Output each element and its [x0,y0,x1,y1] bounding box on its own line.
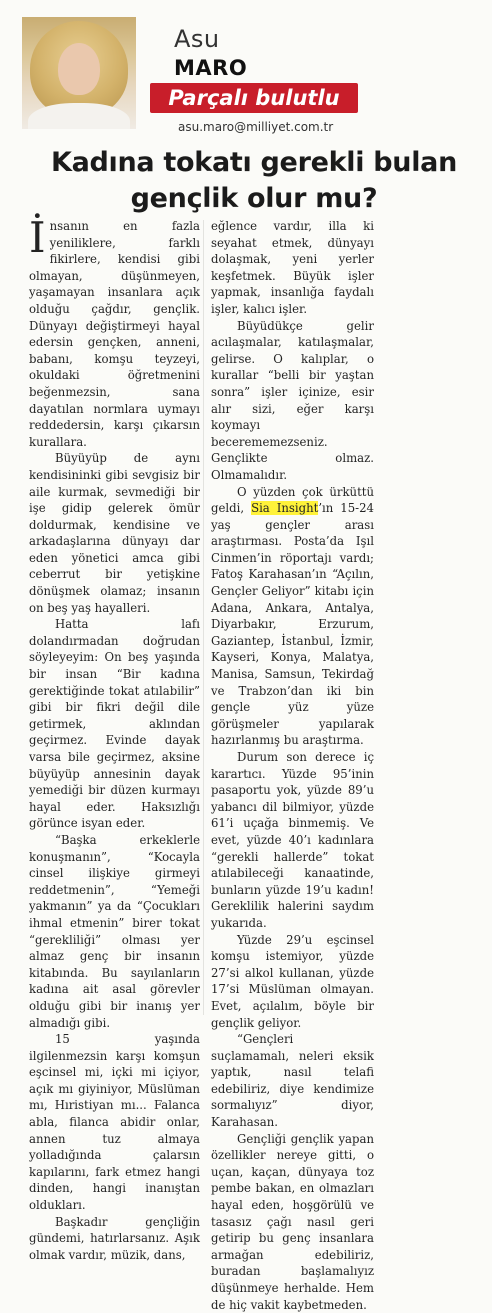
paragraph-text: O yüzden çok ürküttü geldi, [211,484,374,516]
author-first-name: Asu [174,25,220,53]
author-last-name: MARO [174,56,248,80]
paragraph: Yüzde 29’u eşcinsel komşu istemiyor, yüzde 27’si alkol kullanan, yüzde 17’si Müslüman olmayan. Evet, açılalım, böyle bir gençlik geliyor. [211,932,374,1030]
paragraph: Büyüyüp de aynı kendisininki gibi sevgisiz bir aile kurmak, sevmediği bir işe gidip gelerek ömür doldurmak, kendisine ve arkadaşlarına dünyayı dar eden yönetici amca gibi ceberrut bir yetişkine dönüşmek olamaz; insanın on beş yaş hayalleri. [29,451,200,615]
paragraph: Gençliği gençlik yapan özellikler nereye gitti, o uçan, kaçan, dünyaya toz pembe bakan, en olmazları hayal eden, hoşgörülü ve tasasız çağı nasıl geri getirip bu genç insanlara armağan edebiliriz, buradan başlamalıyız düşünmeye herhalde. Hem de hiç vakit kaybetmeden. [211,1131,374,1312]
author-email: asu.maro@milliyet.com.tr [178,120,334,134]
article-headline: Kadına tokatı gerekli bulan gençlik olur mu? [50,147,458,214]
author-photo [22,17,136,129]
paragraph [211,484,374,750]
paragraph [29,213,200,450]
article-column-right [211,218,374,1313]
paragraph: eğlence vardır, illa ki seyahat etmek, dünyayı dolaşmak, yeni yerler keşfetmek. Büyük işler yapmak, insanlığa faydalı işler, kalıcı işler. [211,219,374,316]
paragraph-text: nsanın en fazla yeniliklere, farklı fikirlere, kendisi gibi olmayan, düşünmeyen, yaşamayan insanlara açık olduğu çağdır, gençlik. Dünyayı değiştirmeyi hayal edersin gençken, anneni, babanı, komşu teyzeyi, okuldaki öğretmenini beğenmezsin, sana dayatılan normlara uymayı reddedersin, karşı çıkarsın kurallara. [29,219,200,449]
drop-cap: İ [29,213,46,262]
column-header [0,0,492,140]
column-divider [203,220,204,1015]
paragraph: “Başka erkeklerle konuşmanın”, “Kocayla cinsel ilişkiye girmeyi reddetmenin”, “Yemeği yakmanın” ya da “Çocukları ihmal etmenin” birer tokat “gerekliliği” olması yer almaz genç bir insanın kitabında. Bu sayılanların kadına ait asal görevler olduğu gibi bir inanış yer almadığı gibi. [29,832,200,1030]
paragraph: Büyüdükçe gelir acılaşmalar, katılaşmalar, gelirse. O kalıplar, o kurallar “belli bir yaştan sonra” işler içinize, esir alır sizi, eğer karşı koymayı becerememezseniz. Gençlikte olmaz. Olmamalıdır. [211,318,374,482]
paragraph: Hatta lafı dolandırmadan doğrudan söyleyeyim: On beş yaşında bir insan “Bir kadına gerektiğinde tokat atılabilir” gibi bir fikri değil dile getirmek, aklından geçirmez. Evinde dayak varsa bile geçirmez, aksine büyüyüp annesinin dayak yemediği bir düzen kurmayı hayal eder. Haksızlığı görünce isyan eder. [29,617,200,831]
paragraph: Başkadır gençliğin gündemi, hatırlarsanız. Aşık olmak vardır, müzik, dans, [29,1214,200,1262]
paragraph: Durum son derece iç karartıcı. Yüzde 95’inin pasaportu yok, yüzde 89’u yabancı dil bilmiyor, yüzde 61’i uçağa binmemiş. Ve evet, yüzde 40’ı kadınlara “gerekli hallerde” tokat atılabileceği kanaatinde, bunların yüzde 19’u kadın! Gereklilik halerini saydım yukarıda. [211,750,374,930]
article-column-left [29,213,200,1263]
column-name-badge: Parçalı bulutlu [150,83,358,113]
highlighted-source: Sia Insight [251,501,319,516]
paragraph: “Gençleri suçlamamalı, neleri eksik yaptık, nasıl telafi edebiliriz, diye kendimize sormalıyız” diyor, Karahasan. [211,1032,374,1130]
paragraph-text: ’ın 15-24 yaş gençler arası araştırması. Posta’da Işıl Cinmen’in röportajı vardı; Fatoş Karahasan’ın “Açılın, Gençler Geliyor” kitabı için Adana, Ankara, Antalya, Diyarbakır, Erzurum, Gaziantep, İstanbul, İzmir, Kayseri, Konya, Malatya, Manisa, Samsun, Tekirdağ ve Trabzon’dan iki bin gençle yüz yüze görüşmeler yapılarak hazırlanmış bu araştırma. [211,501,374,748]
paragraph: 15 yaşında ilgilenmezsin karşı komşun eşcinsel mi, içki mi içiyor, açık mı giyiniyor, Müslüman mı, Hıristiyan mı... Falanca abla, filanca abidir onlar, annen tuz almaya yolladığında çalarsın kapılarını, fark etmez hangi dinden, hangi inanıştan oldukları. [29,1032,200,1213]
